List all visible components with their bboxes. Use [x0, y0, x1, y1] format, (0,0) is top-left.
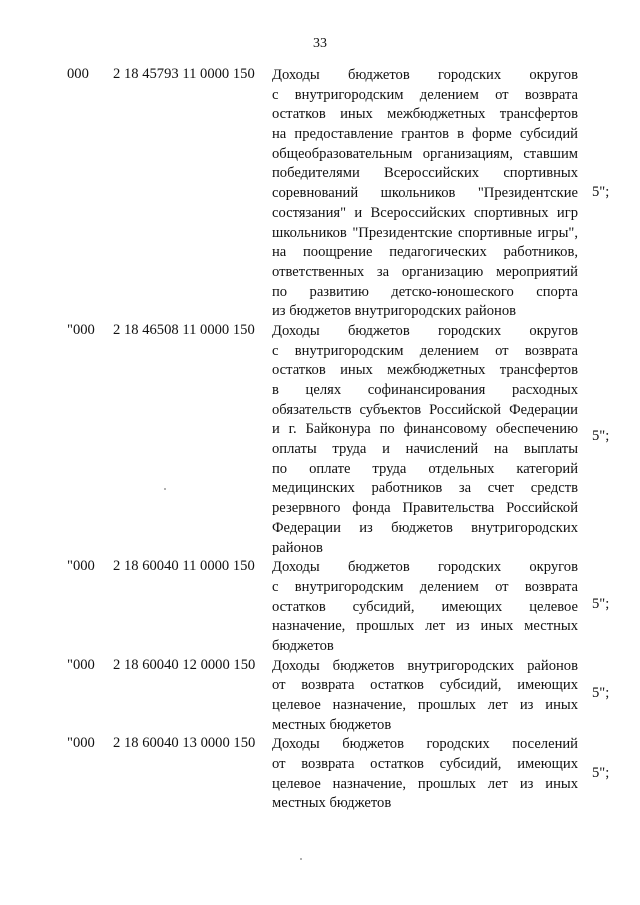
description-line: Доходы бюджетов городских округов — [272, 322, 578, 339]
admin-code: "000 — [67, 321, 95, 338]
description-line: по развитию детско-юношеского спорта — [272, 283, 578, 300]
description-line: медицинских работников за счет средств — [272, 480, 578, 497]
description-line: с внутригородским делением от возврата — [272, 342, 578, 359]
entry-description — [272, 558, 578, 656]
budget-code-entry — [0, 322, 640, 558]
description-line: остатков субсидий, имеющих целевое — [272, 598, 578, 615]
description-line: назначение, прошлых лет из иных местных — [272, 618, 578, 635]
description-line: целевое назначение, прошлых лет из иных — [272, 775, 578, 792]
entry-description — [272, 657, 578, 736]
admin-code: "000 — [67, 558, 95, 575]
description-line: победителями Всероссийских спортивных — [272, 165, 578, 182]
closing-marker: 5"; — [592, 596, 610, 613]
description-line: на поощрение педагогических работников, — [272, 244, 578, 261]
entry-description — [272, 66, 578, 322]
description-line: общеобразовательным организациям, ставшим — [272, 145, 578, 162]
page-number: 33 — [313, 36, 327, 51]
entry-description — [272, 735, 578, 814]
description-line: в целях софинансирования расходных — [272, 382, 578, 398]
description-line: от возврата остатков субсидий, имеющих — [272, 677, 578, 694]
budget-classification-code: 2 18 45793 11 0000 150 — [113, 66, 255, 82]
description-line: районов — [272, 539, 323, 556]
budget-code-entry — [0, 735, 640, 814]
description-line: обязательств субъектов Российской Федерации — [272, 401, 578, 418]
description-line: по оплате труда отдельных категорий — [272, 460, 578, 477]
closing-marker: 5"; — [592, 684, 610, 701]
description-line: с внутригородским делением от возврата — [272, 86, 578, 103]
description-line: ответственных за организацию мероприятий — [272, 263, 578, 280]
description-line: резервного фонда Правительства Российской — [272, 500, 578, 517]
admin-code: "000 — [67, 735, 95, 752]
admin-code: 000 — [67, 66, 89, 82]
description-line: местных бюджетов — [272, 795, 392, 812]
description-line: остатков иных межбюджетных трансфертов — [272, 362, 578, 379]
description-line: школьников "Президентские спортивные игры", — [272, 224, 578, 241]
description-line: состязания" и Всероссийских спортивных игр — [272, 204, 578, 221]
description-line: бюджетов — [272, 637, 334, 654]
budget-code-entry — [0, 558, 640, 656]
description-line: соревнований школьников "Президентские — [272, 185, 578, 202]
description-line: Доходы бюджетов городских округов — [272, 559, 578, 576]
description-line: Доходы бюджетов внутригородских районов — [272, 657, 578, 674]
scan-speck — [164, 488, 166, 490]
description-line: Доходы бюджетов городских поселений — [272, 736, 578, 753]
description-line: целевое назначение, прошлых лет из иных — [272, 697, 578, 713]
budget-code-list — [0, 66, 640, 814]
description-line: оплаты труда и начислений на выплаты — [272, 441, 578, 458]
budget-classification-code: 2 18 60040 12 0000 150 — [113, 656, 256, 673]
description-line: Доходы бюджетов городских округов — [272, 67, 578, 83]
description-line: из бюджетов внутригородских районов — [272, 303, 517, 320]
budget-classification-code: 2 18 60040 11 0000 150 — [113, 558, 255, 575]
description-line: остатков иных межбюджетных трансфертов — [272, 106, 578, 123]
description-line: от возврата остатков субсидий, имеющих — [272, 756, 578, 773]
closing-marker: 5"; — [592, 765, 610, 782]
budget-classification-code: 2 18 60040 13 0000 150 — [113, 735, 256, 752]
description-line: Федерации из бюджетов внутригородских — [272, 519, 578, 536]
scan-speck — [300, 858, 302, 860]
budget-code-entry — [0, 66, 640, 322]
description-line: местных бюджетов — [272, 716, 392, 733]
description-line: с внутригородским делением от возврата — [272, 578, 578, 595]
description-line: на предоставление грантов в форме субсидий — [272, 126, 578, 143]
admin-code: "000 — [67, 656, 95, 673]
closing-marker: 5"; — [592, 427, 610, 444]
budget-classification-code: 2 18 46508 11 0000 150 — [113, 321, 255, 338]
description-line: и г. Байконура по финансовому обеспечению — [272, 421, 578, 438]
budget-code-entry — [0, 657, 640, 736]
entry-description — [272, 322, 578, 558]
closing-marker: 5"; — [592, 184, 610, 200]
